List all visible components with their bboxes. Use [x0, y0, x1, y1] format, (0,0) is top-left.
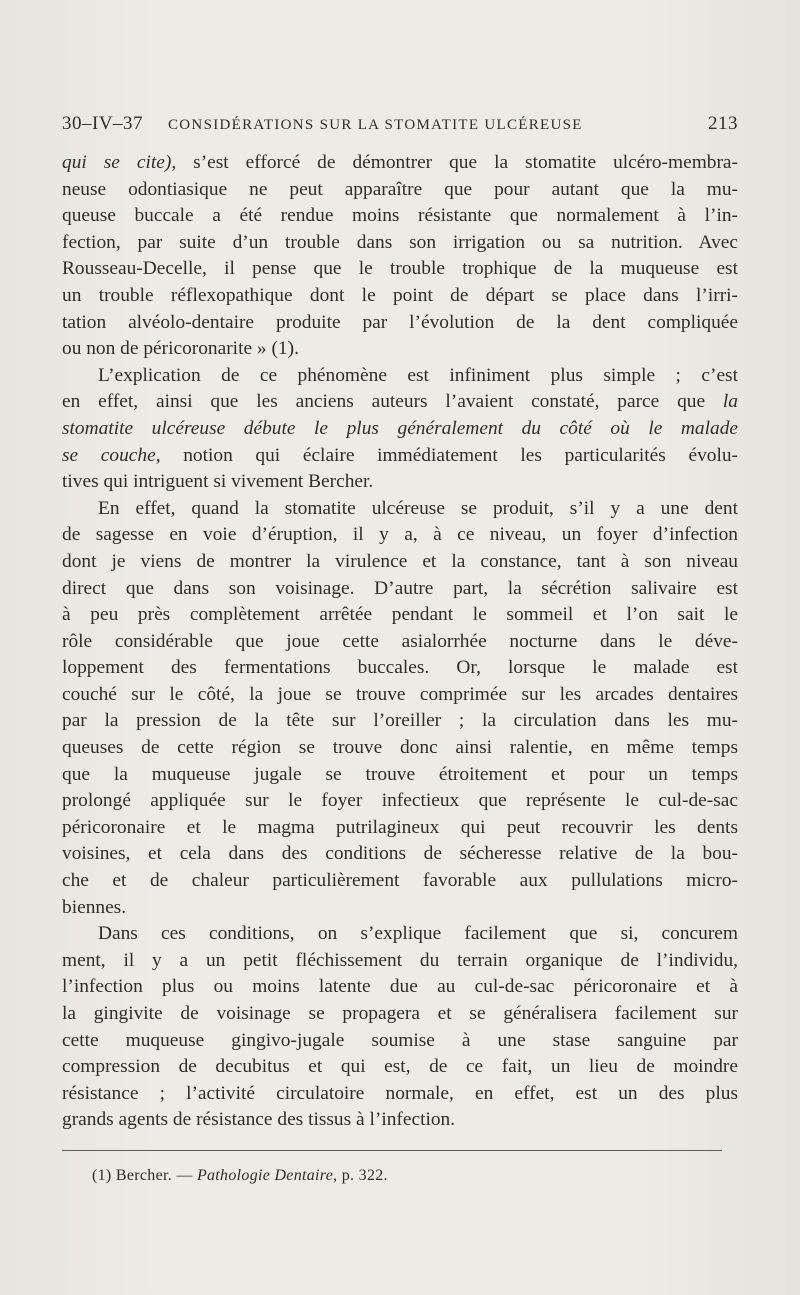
text-line: par la pression de la tête sur l’oreiller ; la circulation dans les mu-	[62, 710, 738, 732]
text-line: dont je viens de montrer la virulence et la constance, tant à son niveau	[62, 550, 738, 572]
text-line: de sagesse en voie d’éruption, il y a, à ce niveau, un foyer d’infection	[62, 524, 738, 546]
text-line	[62, 389, 738, 416]
text-line: queuse buccale a été rendue moins résistante que normalement à l’in-	[62, 205, 738, 227]
text-line: loppement des fermentations buccales. Or, lorsque le malade est	[62, 657, 738, 679]
footnote-number: (1)	[92, 1167, 112, 1184]
footnote-title: Pathologie Dentaire,	[196, 1167, 338, 1184]
footnote-author: Bercher. —	[115, 1167, 193, 1184]
paragraph-1	[62, 150, 738, 363]
text-line: l’infection plus ou moins latente due au cul-de-sac péricoronaire et à	[62, 976, 738, 998]
text-span: , s’est efforcé de démontrer que la stomatite ulcéro-membra-	[171, 152, 738, 173]
text-line: prolongé appliquée sur le foyer infectieux que représente le cul-de-sac	[62, 790, 738, 812]
paragraph-4	[62, 921, 738, 1134]
footnote-rule	[62, 1150, 722, 1151]
body-text	[62, 150, 738, 1134]
text-line: compression de decubitus et qui est, de ce fait, un lieu de moindre	[62, 1056, 738, 1078]
text-line: que la muqueuse jugale se trouve étroitement et pour un temps	[62, 763, 738, 785]
italic-text: la	[722, 391, 738, 413]
header-date: 30–IV–37	[62, 113, 144, 134]
text-line: biennes.	[62, 896, 127, 918]
text-line: Rousseau-Decelle, il pense que le trouble trophique de la muqueuse est	[62, 258, 738, 280]
paragraph-3	[62, 496, 738, 922]
text-line: voisines, et cela dans des conditions de sécheresse relative de la bou-	[62, 843, 738, 865]
text-line: Dans ces conditions, on s’explique facilement que si, concurem	[98, 923, 738, 945]
text-line	[62, 443, 738, 470]
footnote-page: p. 322.	[341, 1167, 388, 1184]
text-line: la gingivite de voisinage se propagera et se généralisera facilement sur	[62, 1003, 738, 1024]
text-line: péricoronaire et le magma putrilagineux qui peut recouvrir les dents	[62, 816, 738, 838]
text-line: rôle considérable que joue cette asialorrhée nocturne dans le déve-	[62, 630, 738, 652]
text-line: En effet, quand la stomatite ulcéreuse se produit, s’il y a une dent	[98, 497, 738, 519]
text-line: tives qui intriguent si vivement Bercher.	[62, 471, 374, 493]
text-line: à peu près complètement arrêtée pendant le sommeil et l’on sait le	[62, 604, 738, 626]
text-line	[62, 150, 738, 177]
paragraph-2	[62, 363, 738, 496]
text-line: ment, il y a un petit fléchissement du terrain organique de l’individu,	[62, 949, 738, 971]
text-line: direct que dans son voisinage. D’autre part, la sécrétion salivaire est	[62, 577, 738, 599]
header-title: CONSIDÉRATIONS SUR LA STOMATITE ULCÉREUSE	[168, 117, 583, 133]
text-line: stomatite ulcéreuse débute le plus généralement du côté où le malade	[62, 417, 738, 439]
text-line: couché sur le côté, la joue se trouve comprimée sur les arcades dentaires	[62, 683, 738, 705]
text-line: cette muqueuse gingivo-jugale soumise à une stase sanguine par	[62, 1029, 738, 1051]
text-line: fection, par suite d’un trouble dans son irrigation ou sa nutrition. Avec	[62, 231, 738, 253]
text-line: résistance ; l’activité circulatoire normale, en effet, est un des plus	[62, 1082, 738, 1104]
text-span: en effet, ainsi que les anciens auteurs l’avaient constaté, parce que	[62, 391, 706, 413]
text-line: che et de chaleur particulièrement favorable aux pullulations micro-	[62, 870, 738, 892]
text-line: ou non de péricoronarite » (1).	[62, 338, 299, 360]
italic-text: se couche,	[62, 444, 161, 466]
text-span: notion qui éclaire immédiatement les particularités évolu-	[183, 444, 738, 466]
text-line: grands agents de résistance des tissus à l’infection.	[62, 1109, 456, 1131]
text-line: queuses de cette région se trouve donc ainsi ralentie, en même temps	[62, 737, 738, 759]
text-line: tation alvéolo-dentaire produite par l’évolution de la dent compliquée	[62, 311, 738, 333]
page-number: 213	[708, 113, 738, 134]
footnote	[92, 1167, 388, 1185]
text-line: L’explication de ce phénomène est infiniment plus simple ; c’est	[98, 364, 738, 386]
text-line: neuse odontiasique ne peut apparaître que pour autant que la mu-	[62, 178, 738, 200]
italic-text: qui se cite)	[62, 152, 172, 173]
running-header	[62, 113, 738, 139]
text-line: un trouble réflexopathique dont le point de départ se place dans l’irri-	[62, 284, 738, 306]
